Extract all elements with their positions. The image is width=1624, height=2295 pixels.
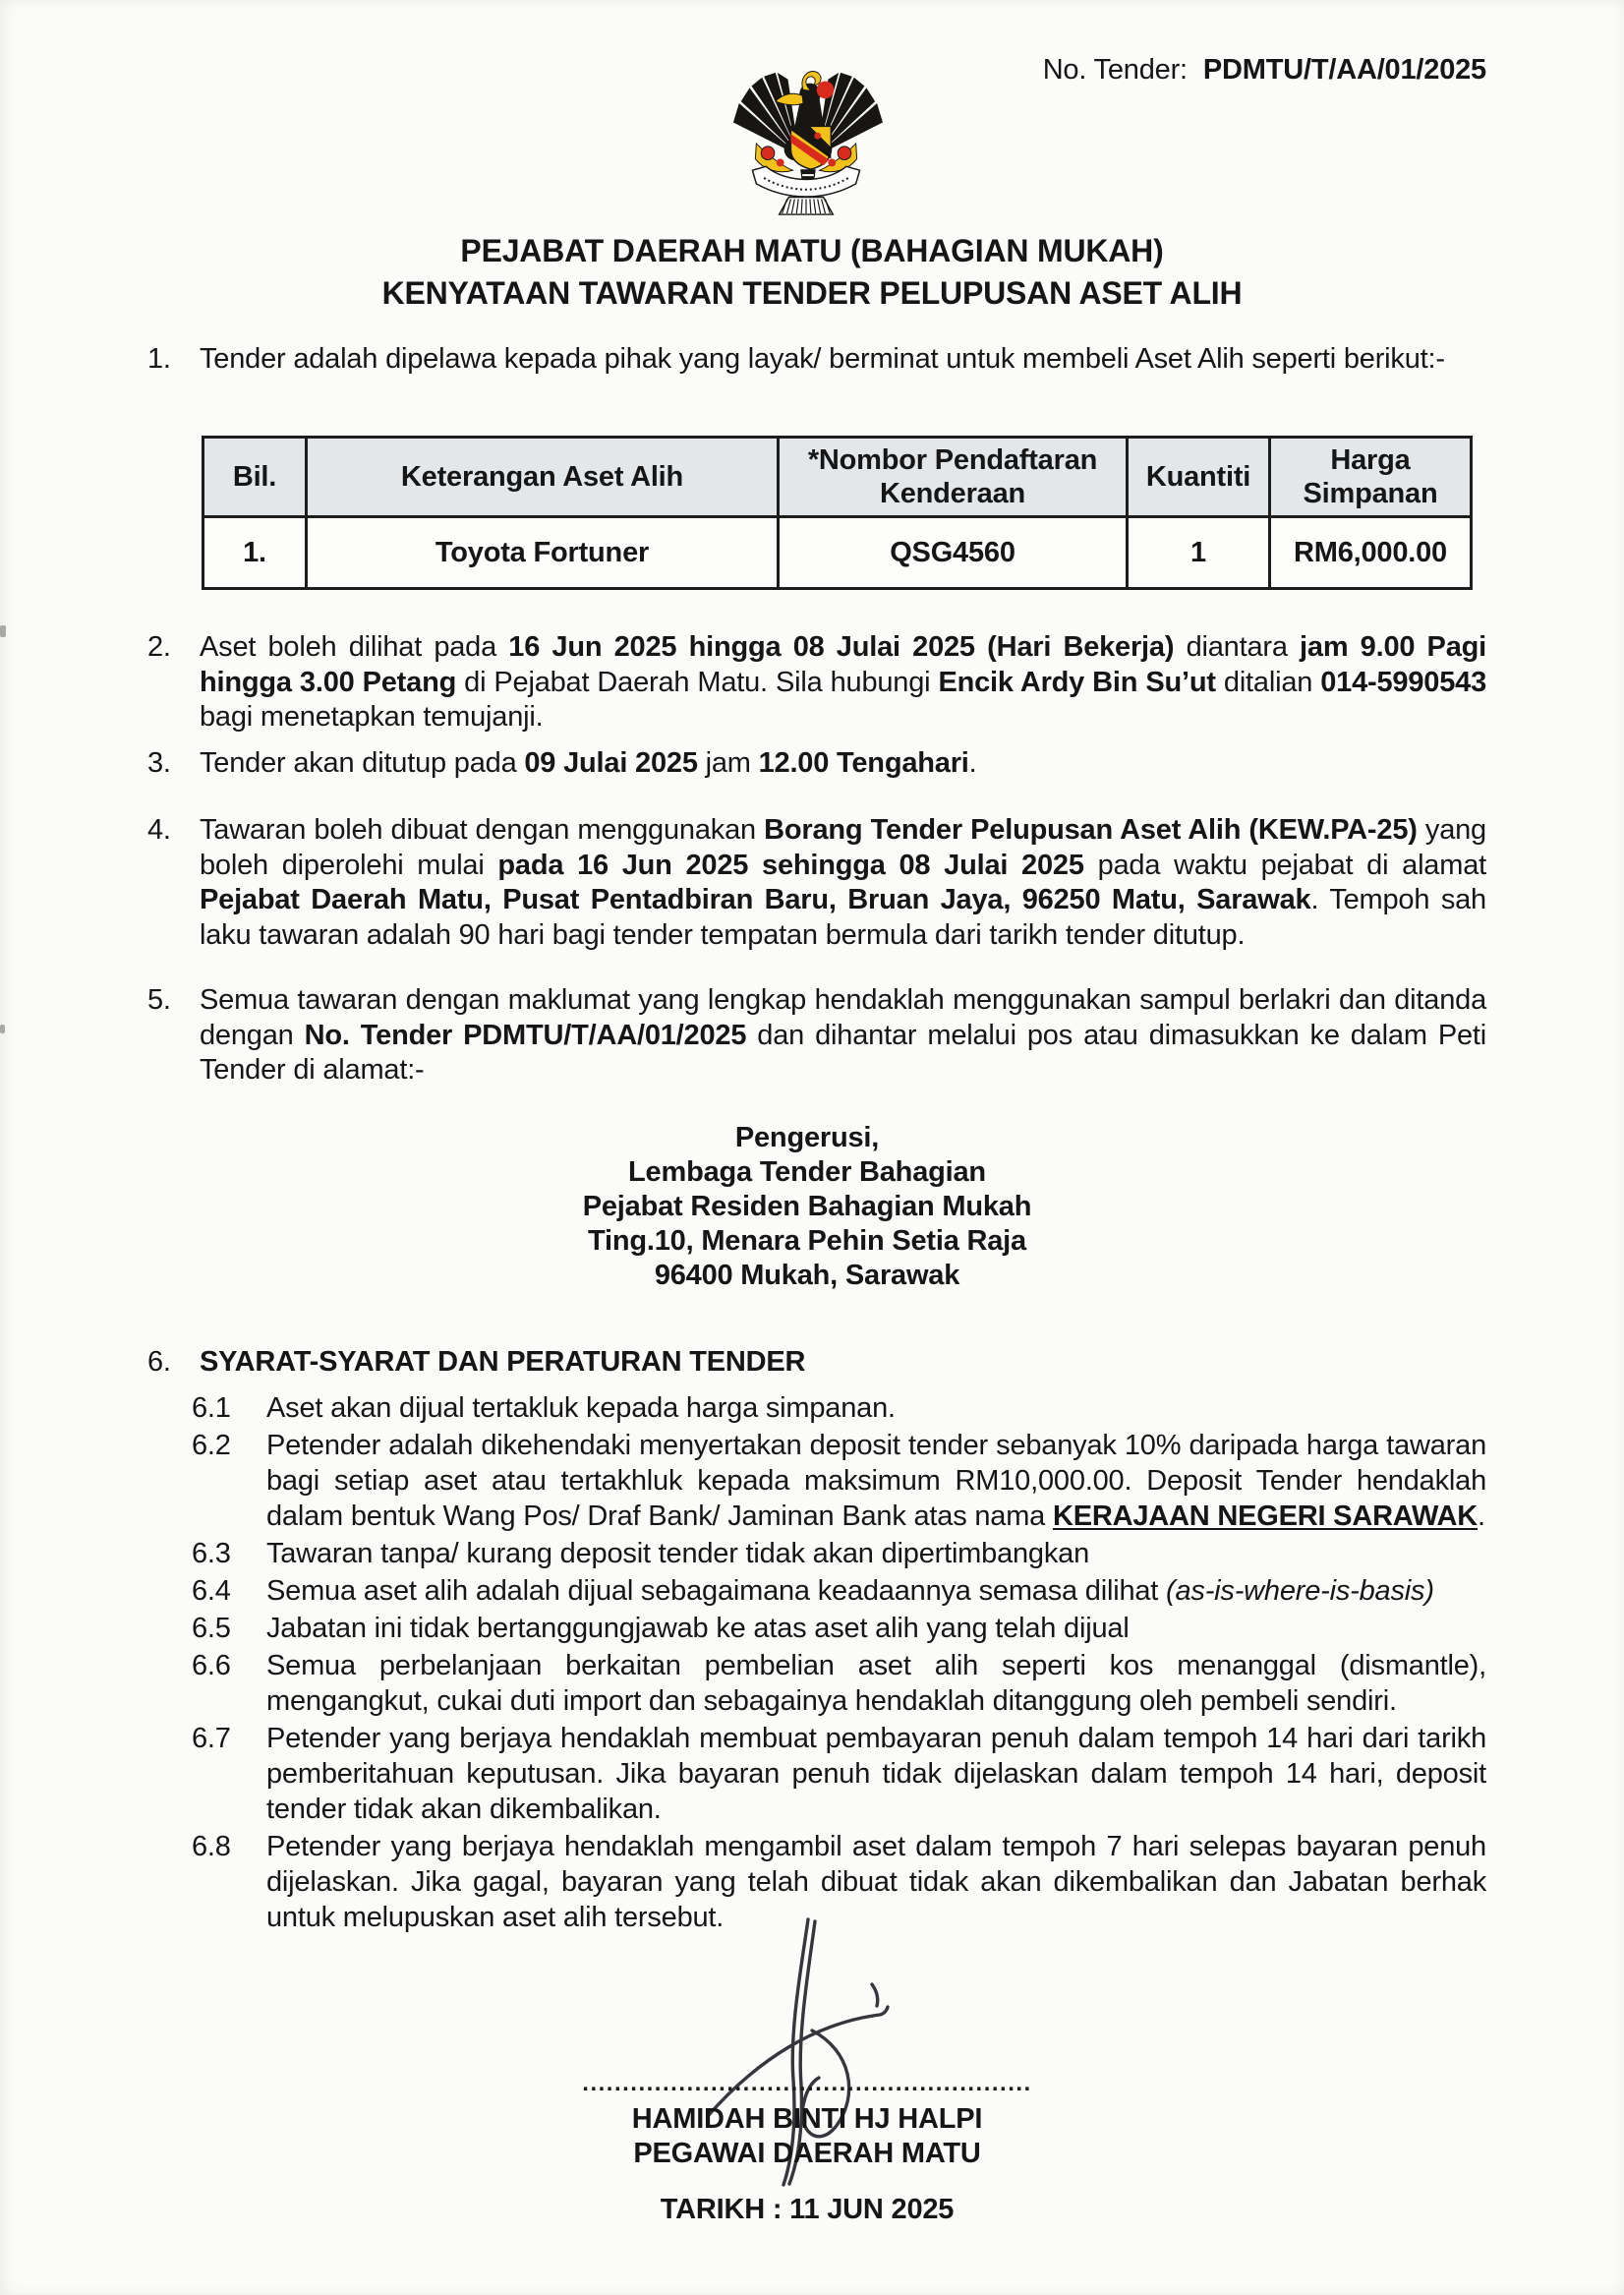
title-line-1: PEJABAT DAERAH MATU (BAHAGIAN MUKAH): [460, 233, 1164, 268]
scan-speck: [0, 1025, 5, 1033]
subitem-text: Petender yang berjaya hendaklah membuat pembayaran penuh dalam tempoh 14 hari dari tarikh pemberitahuan keputusan. Jika bayaran penuh tidak dijelaskan dalam tempoh 14 hari, deposit tender tidak akan dikembalikan.: [266, 1723, 1486, 1825]
subitem-6-5: [192, 1611, 1486, 1646]
col-header-bil: Bil.: [203, 438, 307, 517]
item-text: Aset boleh dilihat pada 16 Jun 2025 hingga 08 Julai 2025 (Hari Bekerja) diantara jam 9.00 Pagi hingga 3.00 Petang di Pejabat Daerah Matu. Sila hubungi Encik Ardy Bin Su’ut ditalian 014-5990543 bagi menetapkan temujanji.: [200, 631, 1487, 733]
subitem-text: Jabatan ini tidak bertanggungjawab ke atas aset alih yang telah dijual: [266, 1613, 1130, 1644]
subitem-6-2: [192, 1428, 1486, 1534]
section-number: 6.: [147, 1346, 171, 1378]
subitem-text: Petender yang berjaya hendaklah mengambil aset dalam tempoh 7 hari selepas bayaran penuh dijelaskan. Jika gagal, bayaran yang telah dibuat tidak akan dikembalikan dan Jabatan berhak untuk melupuskan aset alih tersebut.: [266, 1831, 1486, 1933]
tender-number-line: [1043, 54, 1486, 87]
subitem-number: 6.4: [192, 1575, 231, 1607]
subitem-text: Semua aset alih adalah dijual sebagaimana keadaannya semasa dilihat (as-is-where-is-basis): [266, 1575, 1434, 1607]
signature-block: [0, 2071, 1614, 2227]
asset-table: [202, 436, 1473, 590]
sarawak-state-crest-logo: [729, 67, 883, 216]
subitem-number: 6.8: [192, 1831, 231, 1862]
cell-nombor: QSG4560: [779, 517, 1128, 589]
subitem-6-3: [192, 1536, 1486, 1571]
tender-number-label: No. Tender:: [1042, 54, 1188, 86]
subitem-6-4: [192, 1573, 1486, 1609]
item-number: 4.: [147, 814, 171, 846]
asset-table-row: [203, 517, 1472, 589]
subitem-number: 6.3: [192, 1538, 231, 1569]
asset-table-header-row: [203, 438, 1472, 517]
address-line: Lembaga Tender Bahagian: [628, 1156, 986, 1188]
numbered-item-4: [147, 813, 1486, 953]
date-line: TARIKH : 11 JUN 2025: [660, 2194, 955, 2225]
item-number: 1.: [147, 343, 171, 375]
cell-bil: 1.: [203, 517, 307, 589]
subitem-number: 6.1: [192, 1392, 231, 1424]
col-header-nombor-pendaftaran: *Nombor Pendaftaran Kenderaan: [779, 438, 1128, 517]
tender-box-address: [0, 1121, 1614, 1293]
cell-kuantiti: 1: [1128, 517, 1270, 589]
subitem-6-6: [192, 1648, 1486, 1719]
cell-harga: RM6,000.00: [1270, 517, 1472, 589]
section-6-subitems: [192, 1390, 1486, 1937]
subitem-number: 6.7: [192, 1723, 231, 1754]
signatory-position: PEGAWAI DAERAH MATU: [633, 2138, 981, 2169]
item-text: Semua tawaran dengan maklumat yang lengkap hendaklah menggunakan sampul berlakri dan ditanda dengan No. Tender PDMTU/T/AA/01/2025 dan dihantar melalui pos atau dimasukkan ke dalam Peti Tender di alamat:-: [200, 984, 1487, 1086]
item-number: 2.: [147, 631, 171, 663]
item-number: 3.: [147, 747, 171, 779]
item-number: 5.: [147, 984, 171, 1016]
address-line: Pejabat Residen Bahagian Mukah: [582, 1191, 1032, 1222]
subitem-text: Semua perbelanjaan berkaitan pembelian aset alih seperti kos menanggal (dismantle), mengangkut, cukai duti import dan sebagainya hendaklah ditanggung oleh pembeli sendiri.: [266, 1650, 1486, 1717]
col-header-keterangan: Keterangan Aset Alih: [307, 438, 779, 517]
item-text: Tawaran boleh dibuat dengan menggunakan Borang Tender Pelupusan Aset Alih (KEW.PA-25) yang boleh diperolehi mulai pada 16 Jun 2025 sehingga 08 Julai 2025 pada waktu pejabat di alamat Pejabat Daerah Matu, Pusat Pentadbiran Baru, Bruan Jaya, 96250 Matu, Sarawak. Tempoh sah laku tawaran adalah 90 hari bagi tender tempatan bermula dari tarikh tender ditutup.: [200, 814, 1486, 951]
item-text: Tender adalah dipelawa kepada pihak yang layak/ berminat untuk membeli Aset Alih seperti berikut:-: [200, 343, 1445, 375]
signature-dotted-line: ........................................................: [582, 2070, 1032, 2096]
subitem-text: Petender adalah dikehendaki menyertakan deposit tender sebanyak 10% daripada harga tawaran bagi setiap aset atau tertakhluk kepada maksimum RM10,000.00. Deposit Tender hendaklah dalam bentuk Wang Pos/ Draf Bank/ Jaminan Bank atas nama KERAJAAN NEGERI SARAWAK.: [266, 1430, 1486, 1532]
item-text: Tender akan ditutup pada 09 Julai 2025 jam 12.00 Tengahari.: [200, 747, 977, 779]
cell-keterangan: Toyota Fortuner: [307, 517, 779, 589]
section-heading-text: SYARAT-SYARAT DAN PERATURAN TENDER: [200, 1346, 806, 1378]
scan-speck: [0, 625, 6, 637]
numbered-item-3: [147, 746, 1486, 782]
numbered-item-5: [147, 983, 1486, 1089]
tender-number-value: PDMTU/T/AA/01/2025: [1202, 54, 1486, 86]
address-line: 96400 Mukah, Sarawak: [654, 1260, 960, 1291]
numbered-item-1: [147, 342, 1486, 378]
subitem-text: Tawaran tanpa/ kurang deposit tender tidak akan dipertimbangkan: [266, 1538, 1090, 1569]
col-header-harga-simpanan: Harga Simpanan: [1270, 438, 1472, 517]
document-title: [0, 230, 1624, 315]
subitem-6-1: [192, 1390, 1486, 1426]
section-6-heading: [147, 1345, 1486, 1380]
address-line: Ting.10, Menara Pehin Setia Raja: [588, 1225, 1026, 1257]
subitem-number: 6.6: [192, 1650, 231, 1681]
signatory-name: HAMIDAH BINTI HJ HALPI: [631, 2103, 983, 2135]
subitem-number: 6.5: [192, 1613, 231, 1644]
subitem-number: 6.2: [192, 1430, 231, 1461]
col-header-kuantiti: Kuantiti: [1128, 438, 1270, 517]
subitem-text: Aset akan dijual tertakluk kepada harga simpanan.: [266, 1392, 896, 1424]
address-line: Pengerusi,: [734, 1122, 880, 1153]
subitem-6-7: [192, 1721, 1486, 1827]
numbered-item-2: [147, 630, 1486, 736]
title-line-2: KENYATAAN TAWARAN TENDER PELUPUSAN ASET ALIH: [381, 275, 1243, 311]
